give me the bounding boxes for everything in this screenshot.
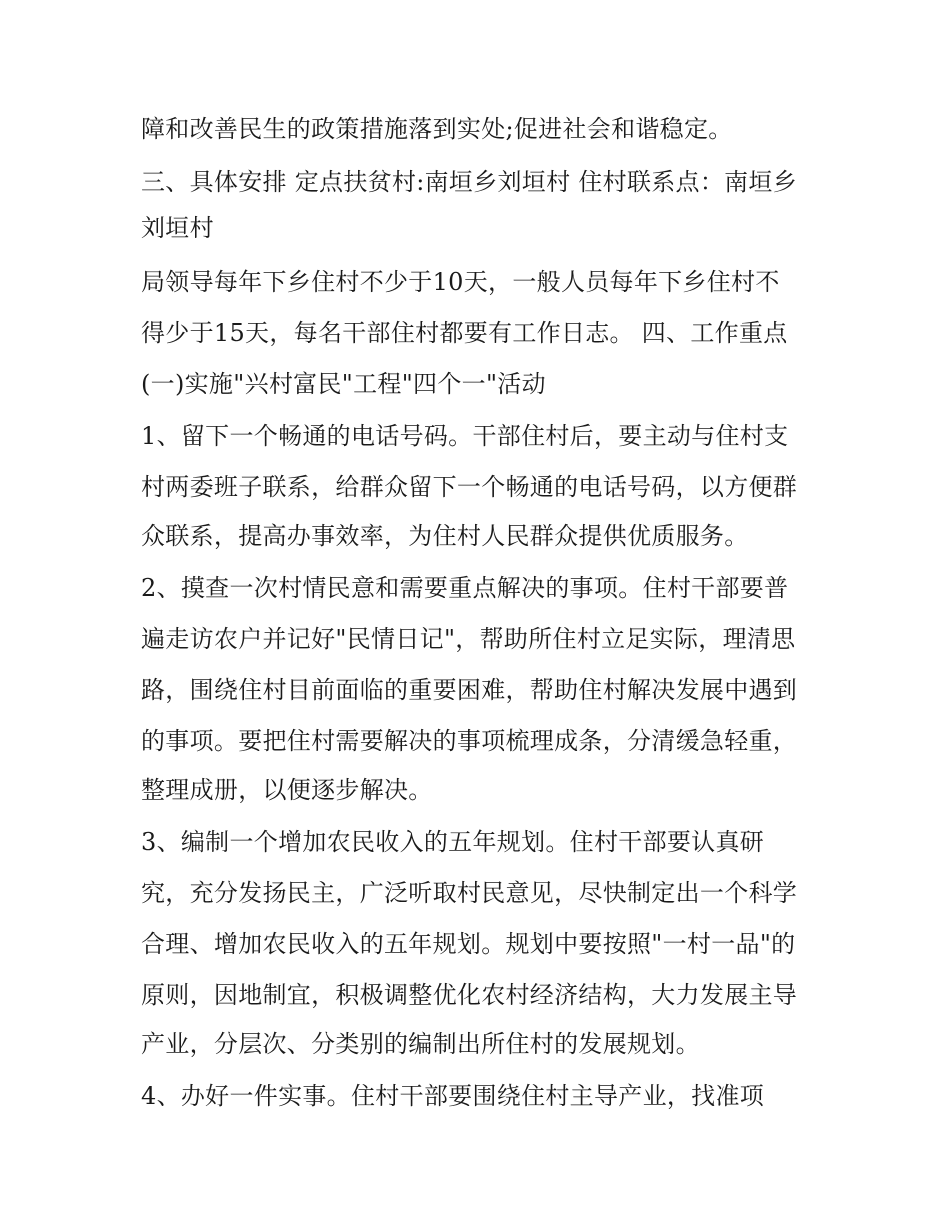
text-line: 障和改善民生的政策措施落到实处;促进社会和谐稳定。 bbox=[141, 115, 733, 143]
text-line: 究，充分发扬民主，广泛听取村民意见，尽快制定出一个科学 bbox=[141, 879, 798, 907]
text-line: 合理、增加农民收入的五年规划。规划中要按照"一村一品"的 bbox=[141, 930, 796, 958]
text-line: 局领导每年下乡住村不少于10天，一般人员每年下乡住村不 bbox=[141, 268, 780, 296]
text-line: 刘垣村 bbox=[141, 214, 214, 242]
text-line: 三、具体安排 定点扶贫村:南垣乡刘垣村 住村联系点：南垣乡 bbox=[141, 168, 798, 196]
text-line: 1、留下一个畅通的电话号码。干部住村后，要主动与住村支 bbox=[141, 422, 789, 450]
text-line: 2、摸查一次村情民意和需要重点解决的事项。住村干部要普 bbox=[141, 574, 789, 602]
text-line: 整理成册，以便逐步解决。 bbox=[141, 776, 433, 804]
text-line: (一)实施"兴村富民"工程"四个一"活动 bbox=[141, 370, 546, 398]
text-line: 产业，分层次、分类别的编制出所住村的发展规划。 bbox=[141, 1030, 700, 1058]
text-line: 遍走访农户并记好"民情日记"，帮助所住村立足实际，理清思 bbox=[141, 625, 796, 653]
text-line: 众联系，提高办事效率，为住村人民群众提供优质服务。 bbox=[141, 522, 749, 550]
text-line: 村两委班子联系，给群众留下一个畅通的电话号码，以方便群 bbox=[141, 473, 798, 501]
text-line: 得少于15天，每名干部住村都要有工作日志。 四、工作重点 bbox=[141, 319, 788, 347]
text-line: 的事项。要把住村需要解决的事项梳理成条，分清缓急轻重， bbox=[141, 727, 798, 755]
text-line: 3、编制一个增加农民收入的五年规划。住村干部要认真研 bbox=[141, 828, 765, 856]
text-line: 4、办好一件实事。住村干部要围绕住村主导产业，找准项 bbox=[141, 1082, 765, 1110]
text-line: 路，围绕住村目前面临的重要困难，帮助住村解决发展中遇到 bbox=[141, 676, 798, 704]
text-line: 原则，因地制宜，积极调整优化农村经济结构，大力发展主导 bbox=[141, 981, 798, 1009]
